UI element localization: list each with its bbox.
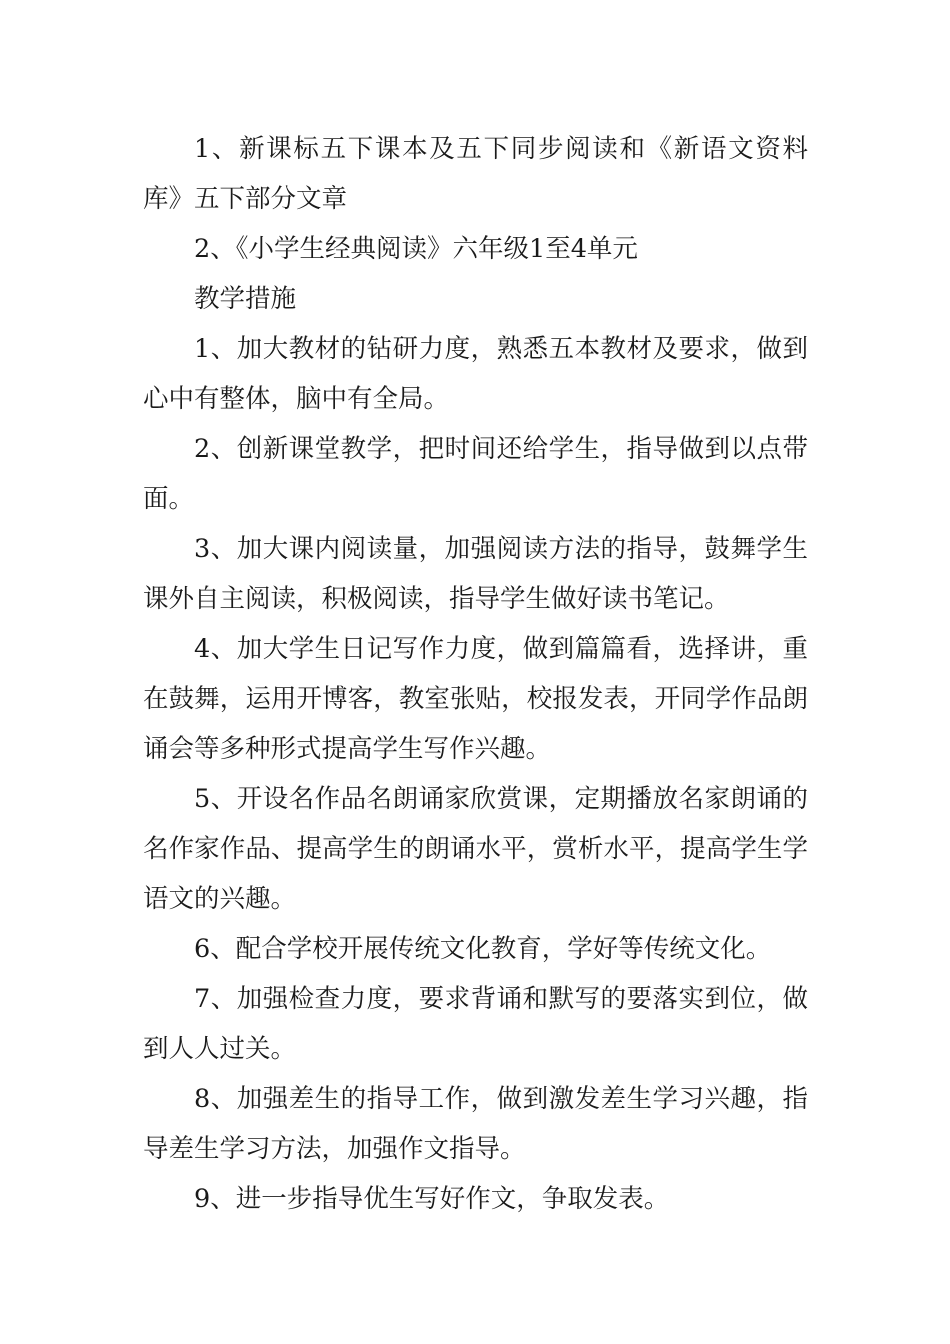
- section-heading-teaching-measures: 教学措施: [194, 284, 297, 314]
- paragraph-measure-8: 8、加强差生的指导工作，做到激发差生学习兴趣，指导差生学习方法，加强作文指导。: [143, 1084, 808, 1164]
- paragraph-measure-2: 2、创新课堂教学，把时间还给学生，指导做到以点带面。: [143, 434, 808, 514]
- paragraph-measure-5: 5、开设名作品名朗诵家欣赏课，定期播放名家朗诵的名作家作品、提高学生的朗诵水平，赏析水平，提高学生学语文的兴趣。: [143, 784, 808, 914]
- paragraph-measure-6: 6、配合学校开展传统文化教育，学好等传统文化。: [194, 934, 772, 964]
- paragraph-materials-2: 2、《小学生经典阅读》六年级1至4单元: [194, 234, 638, 264]
- document-body: [143, 124, 808, 1224]
- paragraph-measure-7: 7、加强检查力度，要求背诵和默写的要落实到位，做到人人过关。: [143, 984, 808, 1064]
- paragraph-measure-4: 4、加大学生日记写作力度，做到篇篇看，选择讲，重在鼓舞，运用开博客，教室张贴，校报发表，开同学作品朗诵会等多种形式提高学生写作兴趣。: [143, 634, 808, 764]
- paragraph-measure-1: 1、加大教材的钻研力度，熟悉五本教材及要求，做到心中有整体，脑中有全局。: [143, 334, 808, 414]
- paragraph-measure-9: 9、进一步指导优生写好作文，争取发表。: [194, 1184, 670, 1214]
- paragraph-measure-3: 3、加大课内阅读量，加强阅读方法的指导，鼓舞学生课外自主阅读，积极阅读，指导学生做好读书笔记。: [143, 534, 808, 614]
- paragraph-materials-1: 1、新课标五下课本及五下同步阅读和《新语文资料库》五下部分文章: [143, 134, 808, 214]
